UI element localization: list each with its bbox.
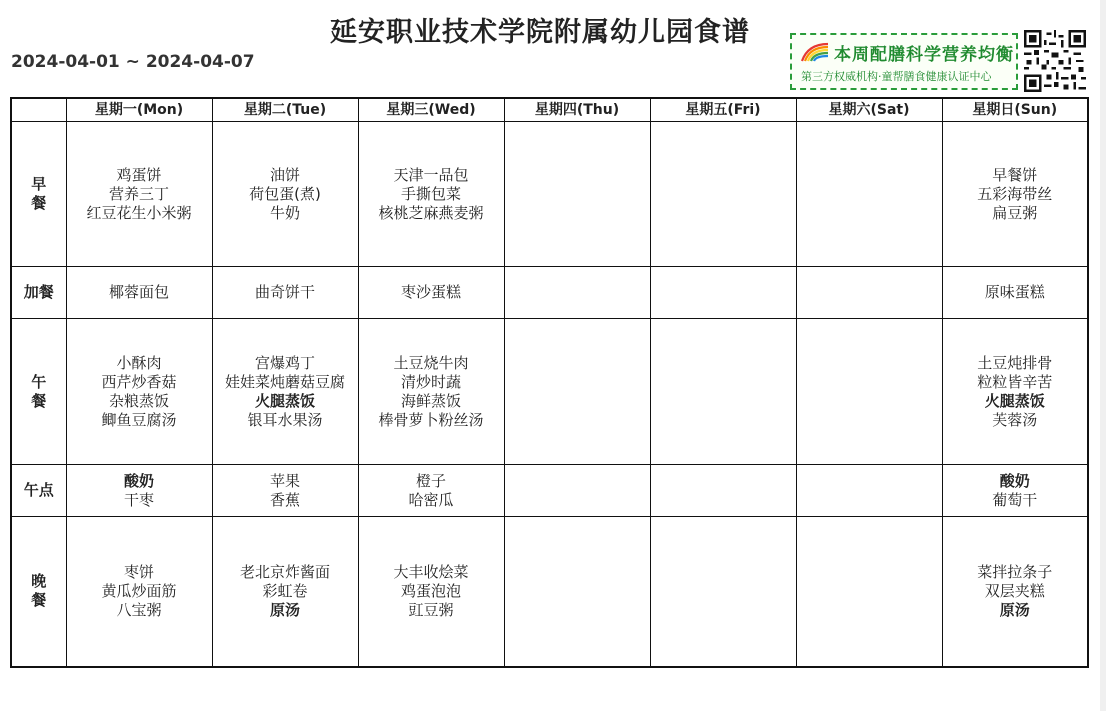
menu-cell	[212, 517, 358, 667]
menu-cell	[358, 319, 504, 465]
meal-label-text: 餐	[31, 391, 47, 410]
menu-cell	[212, 267, 358, 319]
menu-cell	[358, 465, 504, 517]
badge-sub-text: 第三方权威机构·童帮膳食健康认证中心	[801, 70, 992, 83]
dish-item: 干枣	[123, 490, 154, 509]
menu-cell	[212, 465, 358, 517]
dish-item: 原味蛋糕	[984, 283, 1045, 301]
dish-item: 手撕包菜	[400, 184, 461, 203]
menu-cell	[650, 319, 796, 465]
day-header: 星期五(Fri)	[650, 98, 796, 122]
dish-item: 原汤	[999, 600, 1030, 619]
meal-row	[11, 267, 1088, 319]
dish-item: 葡萄干	[992, 490, 1038, 509]
dish-item: 酸奶	[123, 471, 154, 490]
dish-item: 大丰收烩菜	[393, 562, 469, 581]
dish-item: 鲫鱼豆腐汤	[101, 410, 177, 429]
day-header: 星期一(Mon)	[66, 98, 212, 122]
rainbow-logo-icon	[800, 42, 830, 62]
menu-cell	[942, 465, 1088, 517]
menu-cell	[66, 465, 212, 517]
dish-item: 牛奶	[269, 203, 300, 222]
menu-cell	[212, 319, 358, 465]
badge-main-text: 本周配膳科学营养均衡	[834, 44, 1014, 65]
menu-cell	[650, 517, 796, 667]
dish-item: 八宝粥	[116, 600, 162, 619]
meal-row	[11, 517, 1088, 667]
menu-cell	[650, 267, 796, 319]
menu-cell	[358, 517, 504, 667]
meal-label-text: 早	[31, 175, 47, 193]
menu-cell	[504, 122, 650, 267]
menu-cell	[66, 267, 212, 319]
menu-cell	[796, 319, 942, 465]
dish-item: 酸奶	[999, 471, 1030, 490]
dish-item: 海鲜蒸饭	[400, 391, 461, 410]
dish-item: 油饼	[269, 165, 300, 184]
day-header: 星期六(Sat)	[796, 98, 942, 122]
qr-code-icon	[1024, 30, 1086, 92]
nutrition-badge	[790, 33, 1018, 90]
dish-item: 双层夹糕	[984, 581, 1045, 600]
dish-item: 橙子	[415, 471, 446, 490]
dish-item: 火腿蒸饭	[984, 391, 1045, 410]
dish-item: 火腿蒸饭	[254, 391, 315, 410]
menu-cell	[796, 517, 942, 667]
dish-item: 哈密瓜	[408, 490, 454, 509]
meal-row	[11, 319, 1088, 465]
menu-cell	[942, 319, 1088, 465]
meal-label	[11, 122, 66, 267]
meal-label	[11, 517, 66, 667]
dish-item: 枣沙蛋糕	[400, 283, 461, 301]
menu-cell	[650, 465, 796, 517]
dish-item: 香蕉	[269, 490, 300, 509]
dish-item: 清炒时蔬	[400, 372, 461, 391]
menu-cell	[66, 122, 212, 267]
meal-label	[11, 319, 66, 465]
header-row	[11, 98, 1088, 122]
menu-cell	[942, 517, 1088, 667]
dish-item: 土豆炖排骨	[977, 353, 1053, 372]
menu-cell	[796, 465, 942, 517]
dish-item: 曲奇饼干	[254, 283, 315, 301]
meal-label-text: 午	[31, 372, 47, 391]
menu-cell	[942, 122, 1088, 267]
dish-item: 西芹炒香菇	[101, 372, 177, 391]
dish-item: 苹果	[269, 471, 300, 490]
dish-item: 棒骨萝卜粉丝汤	[378, 410, 484, 429]
menu-cell	[504, 517, 650, 667]
day-header: 星期三(Wed)	[358, 98, 504, 122]
menu-cell	[358, 267, 504, 319]
meal-label-text: 加餐	[23, 283, 54, 301]
dish-item: 彩虹卷	[262, 581, 308, 600]
dish-item: 鸡蛋饼	[116, 165, 162, 184]
dish-item: 椰蓉面包	[108, 283, 169, 301]
dish-item: 芙蓉汤	[992, 410, 1038, 429]
dish-item: 银耳水果汤	[247, 410, 323, 429]
dish-item: 早餐饼	[992, 165, 1038, 184]
page-title: 延安职业技术学院附属幼儿园食谱	[330, 17, 750, 48]
dish-item: 核桃芝麻燕麦粥	[378, 203, 484, 222]
dish-item: 土豆烧牛肉	[393, 353, 469, 372]
dish-item: 五彩海带丝	[977, 184, 1053, 203]
dish-item: 扁豆粥	[992, 203, 1038, 222]
meal-label	[11, 465, 66, 517]
dish-item: 营养三丁	[108, 184, 169, 203]
dish-item: 宫爆鸡丁	[254, 353, 315, 372]
meal-label	[11, 267, 66, 319]
meal-label-text: 餐	[31, 194, 47, 212]
dish-item: 原汤	[269, 600, 300, 619]
day-header: 星期二(Tue)	[212, 98, 358, 122]
menu-table	[10, 97, 1089, 668]
meal-row	[11, 465, 1088, 517]
date-range: 2024-04-01 ~ 2024-04-07	[11, 52, 255, 72]
meal-label-text: 晚	[31, 572, 47, 591]
day-header: 星期四(Thu)	[504, 98, 650, 122]
menu-cell	[796, 122, 942, 267]
day-header: 星期日(Sun)	[942, 98, 1088, 122]
menu-cell	[66, 319, 212, 465]
dish-item: 豇豆粥	[408, 600, 454, 619]
meal-row	[11, 122, 1088, 267]
menu-cell	[650, 122, 796, 267]
dish-item: 老北京炸酱面	[239, 562, 330, 581]
dish-item: 红豆花生小米粥	[86, 203, 192, 222]
menu-cell	[504, 319, 650, 465]
dish-item: 娃娃菜炖蘑菇豆腐	[224, 372, 345, 391]
meal-label-text: 午点	[23, 481, 54, 499]
dish-item: 杂粮蒸饭	[108, 391, 169, 410]
dish-item: 菜拌拉条子	[977, 562, 1053, 581]
menu-cell	[504, 267, 650, 319]
dish-item: 粒粒皆辛苦	[977, 372, 1053, 391]
meal-label-text: 餐	[31, 591, 47, 610]
dish-item: 鸡蛋泡泡	[400, 581, 461, 600]
menu-cell	[358, 122, 504, 267]
corner-cell	[11, 98, 66, 122]
menu-cell	[796, 267, 942, 319]
menu-cell	[942, 267, 1088, 319]
vertical-scrollbar[interactable]	[1100, 0, 1106, 711]
dish-item: 黄瓜炒面筋	[101, 581, 177, 600]
dish-item: 枣饼	[123, 562, 154, 581]
dish-item: 荷包蛋(煮)	[249, 184, 321, 203]
menu-cell	[504, 465, 650, 517]
dish-item: 小酥肉	[116, 353, 162, 372]
menu-cell	[66, 517, 212, 667]
dish-item: 天津一品包	[393, 165, 469, 184]
menu-cell	[212, 122, 358, 267]
